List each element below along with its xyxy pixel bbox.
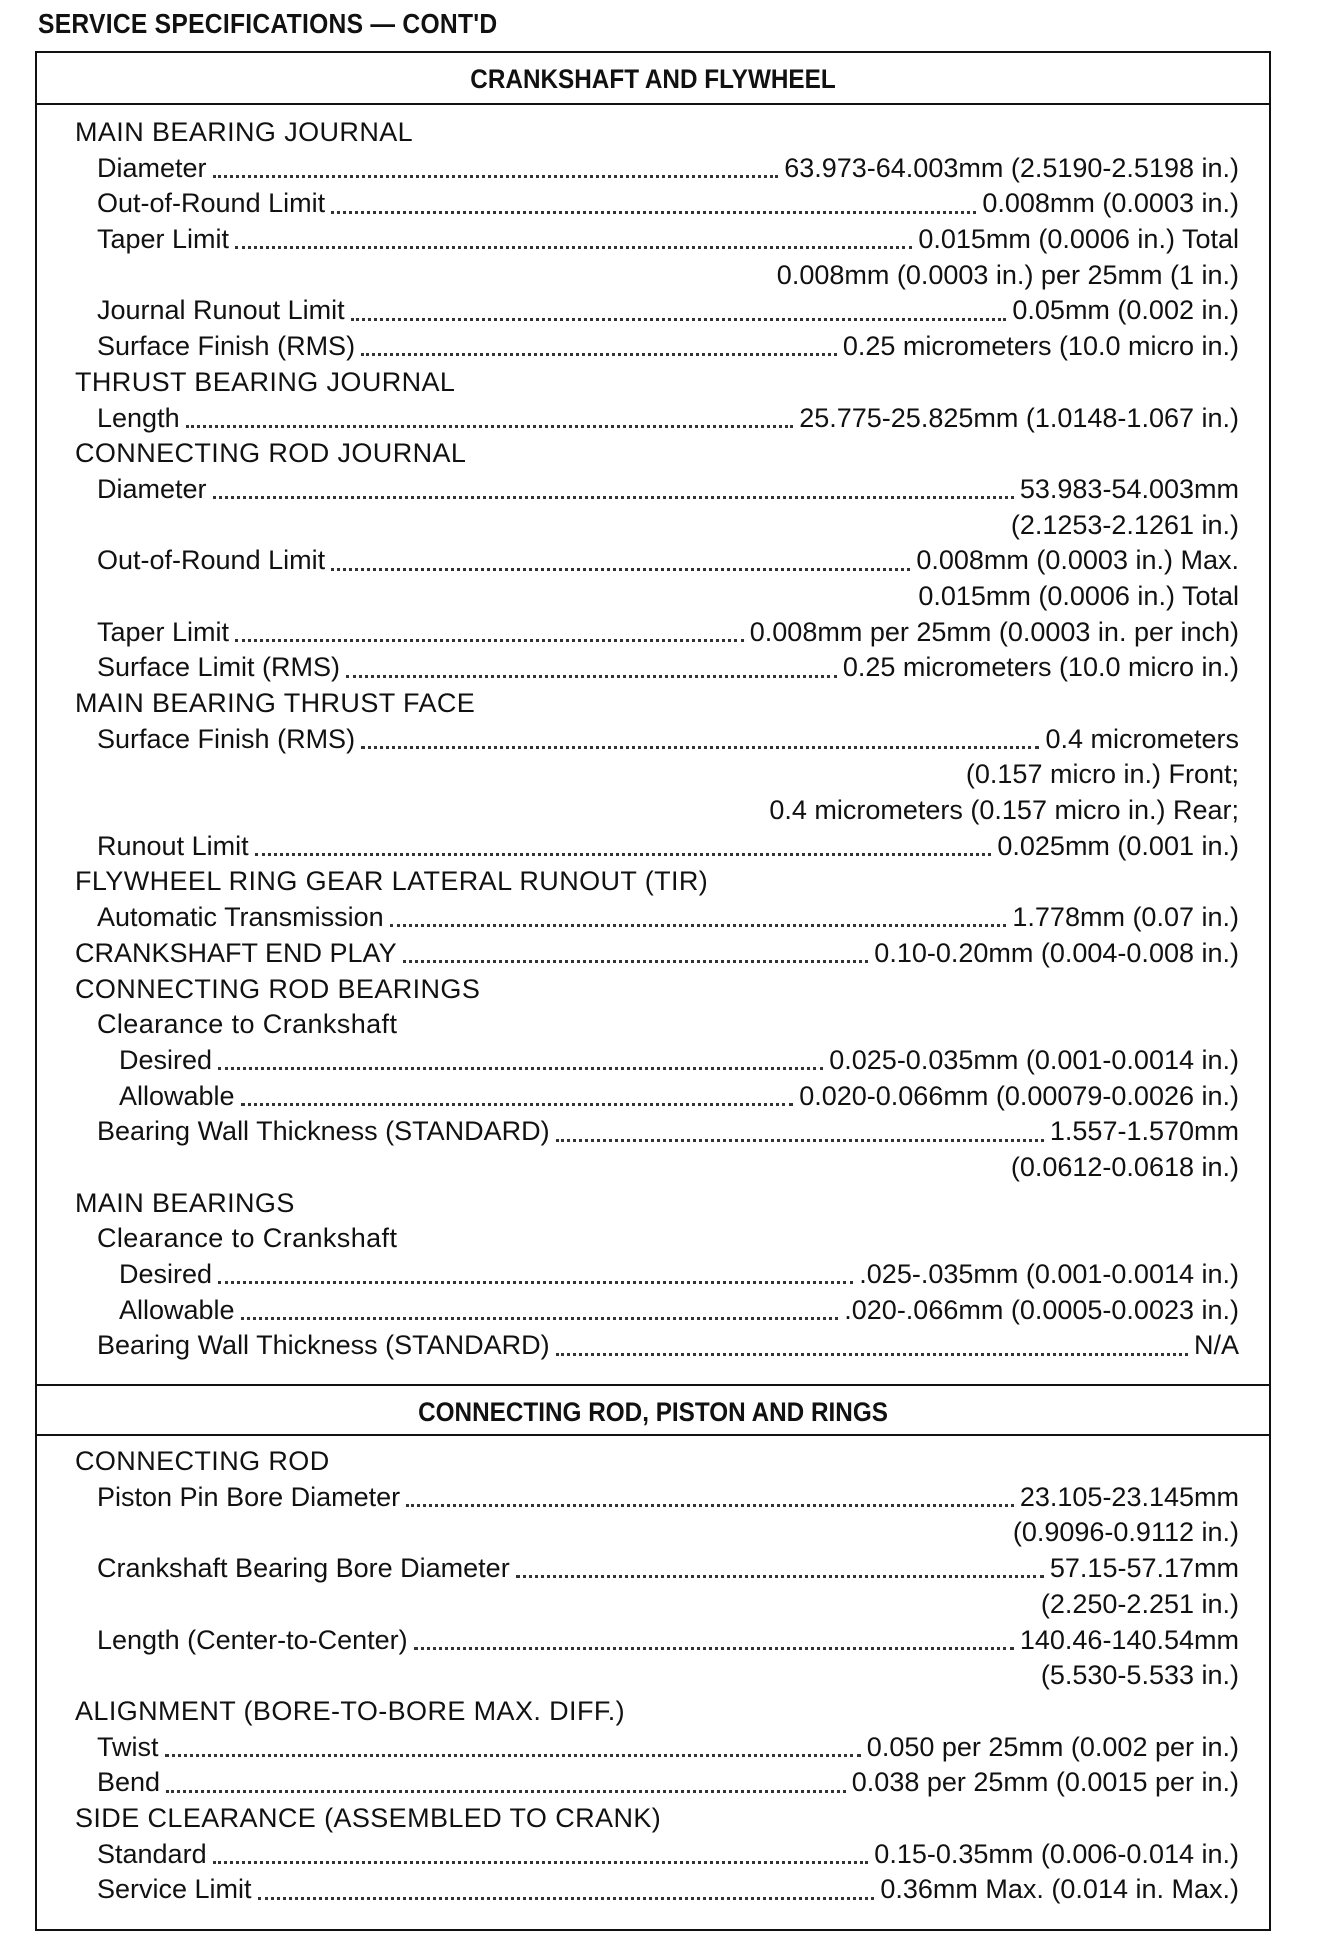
spec-row xyxy=(75,1730,1239,1766)
dot-leader xyxy=(241,1103,794,1106)
section-body-connecting-rod xyxy=(37,1436,1269,1914)
spec-row xyxy=(75,1480,1239,1516)
dot-leader xyxy=(235,246,912,249)
dot-leader xyxy=(516,1575,1044,1578)
spec-label: Bearing Wall Thickness (STANDARD) xyxy=(97,1116,550,1147)
spec-label: Out-of-Round Limit xyxy=(97,188,326,219)
spec-row xyxy=(75,401,1239,437)
spec-value: 0.25 micrometers (10.0 micro in.) xyxy=(842,331,1239,362)
dot-leader xyxy=(331,211,976,214)
dot-leader xyxy=(258,1897,875,1900)
dot-leader xyxy=(351,318,1007,321)
spec-label: CRANKSHAFT END PLAY xyxy=(75,937,397,968)
dot-leader xyxy=(213,1861,869,1864)
spec-label: Surface Finish (RMS) xyxy=(97,723,356,754)
dot-leader xyxy=(346,675,837,678)
spec-label: Journal Runout Limit xyxy=(97,295,345,326)
spec-label: Surface Limit (RMS) xyxy=(97,652,341,683)
spec-label: Standard xyxy=(97,1838,207,1869)
spec-value: 140.46-140.54mm xyxy=(1019,1624,1239,1655)
spec-row xyxy=(75,829,1239,865)
spec-label: Length (Center-to-Center) xyxy=(97,1624,408,1655)
spec-label: Diameter xyxy=(97,473,207,504)
spec-row xyxy=(75,472,1239,508)
spec-label: Automatic Transmission xyxy=(97,902,384,933)
spec-group-heading: ALIGNMENT (BORE-TO-BORE MAX. DIFF.) xyxy=(75,1695,626,1726)
spec-value: 0.15-0.35mm (0.006-0.014 in.) xyxy=(874,1838,1239,1869)
spec-group-heading: CONNECTING ROD JOURNAL xyxy=(75,438,467,469)
spec-value: 1.778mm (0.07 in.) xyxy=(1012,902,1239,933)
spec-row xyxy=(75,1872,1239,1908)
spec-label: Allowable xyxy=(119,1080,235,1111)
spec-label: Twist xyxy=(97,1731,159,1762)
spec-value: N/A xyxy=(1193,1330,1239,1361)
dot-leader xyxy=(361,746,1039,749)
section-title: CRANKSHAFT AND FLYWHEEL xyxy=(470,64,836,94)
spec-row xyxy=(75,650,1239,686)
spec-label: Crankshaft Bearing Bore Diameter xyxy=(97,1553,510,1584)
spec-label: Allowable xyxy=(119,1294,235,1325)
dot-leader xyxy=(414,1647,1014,1650)
spec-value: 0.020-0.066mm (0.00079-0.0026 in.) xyxy=(799,1080,1239,1111)
spec-row xyxy=(75,1837,1239,1873)
spec-row xyxy=(75,1551,1239,1587)
spec-value: 63.973-64.003mm (2.5190-2.5198 in.) xyxy=(784,152,1239,183)
spec-value-continuation: (2.250-2.251 in.) xyxy=(1040,1588,1239,1619)
section-title: CONNECTING ROD, PISTON AND RINGS xyxy=(418,1397,888,1428)
spec-group-heading: CONNECTING ROD BEARINGS xyxy=(75,973,481,1004)
spec-group-heading: MAIN BEARINGS xyxy=(75,1187,295,1218)
spec-value: 0.050 per 25mm (0.002 per in.) xyxy=(866,1731,1239,1762)
spec-value-continuation: (0.9096-0.9112 in.) xyxy=(1012,1517,1239,1548)
spec-label: Bearing Wall Thickness (STANDARD) xyxy=(97,1330,550,1361)
page-title: SERVICE SPECIFICATIONS — CONT'D xyxy=(38,8,498,39)
spec-row xyxy=(75,1257,1239,1293)
spec-value-continuation: 0.008mm (0.0003 in.) per 25mm (1 in.) xyxy=(776,259,1239,290)
spec-row xyxy=(75,543,1239,579)
spec-row xyxy=(75,293,1239,329)
spec-value: 0.36mm Max. (0.014 in. Max.) xyxy=(880,1874,1239,1905)
dot-leader xyxy=(165,1754,861,1757)
spec-row xyxy=(75,722,1239,758)
spec-label: Desired xyxy=(119,1259,213,1289)
spec-group-heading: MAIN BEARING JOURNAL xyxy=(75,117,414,147)
spec-value-continuation: (5.530-5.533 in.) xyxy=(1040,1660,1239,1691)
spec-group-heading: Clearance to Crankshaft xyxy=(97,1009,398,1040)
spec-label: Desired xyxy=(119,1044,213,1075)
spec-row xyxy=(75,186,1239,222)
spec-group-heading: THRUST BEARING JOURNAL xyxy=(75,366,456,397)
spec-row xyxy=(75,1114,1239,1150)
spec-row xyxy=(75,1079,1239,1115)
spec-row xyxy=(75,1623,1239,1659)
spec-value: .025-.035mm (0.001-0.0014 in.) xyxy=(859,1259,1239,1289)
spec-group-heading: MAIN BEARING THRUST FACE xyxy=(75,688,476,718)
spec-value: 0.10-0.20mm (0.004-0.008 in.) xyxy=(874,937,1239,968)
spec-group-heading: CONNECTING ROD xyxy=(75,1446,330,1477)
dot-leader xyxy=(556,1139,1044,1142)
dot-leader xyxy=(213,175,779,178)
spec-value-continuation: (2.1253-2.1261 in.) xyxy=(1010,509,1239,540)
spec-row xyxy=(75,1328,1239,1364)
spec-label: Taper Limit xyxy=(97,224,230,255)
spec-value: .020-.066mm (0.0005-0.0023 in.) xyxy=(844,1294,1239,1325)
dot-leader xyxy=(361,353,837,356)
spec-value-continuation: 0.4 micrometers (0.157 micro in.) Rear; xyxy=(769,795,1239,826)
spec-value-continuation: (0.157 micro in.) Front; xyxy=(965,759,1239,790)
spec-row xyxy=(75,615,1239,651)
spec-value: 0.038 per 25mm (0.0015 per in.) xyxy=(851,1767,1239,1798)
spec-value: 0.05mm (0.002 in.) xyxy=(1012,295,1239,326)
dot-leader xyxy=(556,1353,1188,1356)
spec-label: Piston Pin Bore Diameter xyxy=(97,1481,401,1512)
spec-row xyxy=(75,151,1239,187)
spec-row xyxy=(75,936,1239,972)
spec-value: 1.557-1.570mm xyxy=(1049,1116,1239,1147)
section-header-connecting-rod xyxy=(37,1384,1269,1436)
dot-leader xyxy=(213,496,1014,499)
spec-label: Surface Finish (RMS) xyxy=(97,331,356,362)
section-header-crankshaft xyxy=(37,53,1269,105)
spec-row xyxy=(75,900,1239,936)
spec-label: Out-of-Round Limit xyxy=(97,545,326,576)
spec-value: 53.983-54.003mm xyxy=(1019,473,1239,504)
spec-value: 0.015mm (0.0006 in.) Total xyxy=(918,224,1239,255)
spec-label: Diameter xyxy=(97,152,207,183)
spec-label: Bend xyxy=(97,1767,161,1798)
dot-leader xyxy=(403,960,869,963)
spec-row xyxy=(75,1293,1239,1329)
spec-row xyxy=(75,329,1239,365)
spec-value: 0.008mm (0.0003 in.) Max. xyxy=(916,545,1239,576)
spec-group-heading: Clearance to Crankshaft xyxy=(97,1223,398,1254)
spec-value: 0.025-0.035mm (0.001-0.0014 in.) xyxy=(829,1044,1239,1075)
spec-label: Service Limit xyxy=(97,1874,252,1905)
spec-value: 25.775-25.825mm (1.0148-1.067 in.) xyxy=(799,402,1239,433)
dot-leader xyxy=(186,425,794,428)
spec-label: Taper Limit xyxy=(97,616,230,647)
spec-row xyxy=(75,222,1239,258)
dot-leader xyxy=(255,853,992,856)
spec-value-continuation: 0.015mm (0.0006 in.) Total xyxy=(918,580,1239,611)
spec-value: 0.25 micrometers (10.0 micro in.) xyxy=(842,652,1239,683)
spec-value-continuation: (0.0612-0.0618 in.) xyxy=(1010,1151,1239,1182)
dot-leader xyxy=(218,1281,853,1284)
spec-value: 57.15-57.17mm xyxy=(1049,1553,1239,1584)
dot-leader xyxy=(241,1317,839,1320)
spec-value: 0.008mm per 25mm (0.0003 in. per inch) xyxy=(749,616,1239,647)
section-body-crankshaft xyxy=(37,105,1269,1370)
dot-leader xyxy=(218,1067,823,1070)
spec-value: 0.008mm (0.0003 in.) xyxy=(982,188,1239,219)
dot-leader xyxy=(235,639,744,642)
spec-value: 23.105-23.145mm xyxy=(1019,1481,1239,1512)
spec-group-heading: FLYWHEEL RING GEAR LATERAL RUNOUT (TIR) xyxy=(75,866,709,897)
spec-row xyxy=(75,1043,1239,1079)
spec-label: Runout Limit xyxy=(97,830,249,861)
dot-leader xyxy=(390,924,1007,927)
spec-group-heading: SIDE CLEARANCE (ASSEMBLED TO CRANK) xyxy=(75,1802,662,1833)
dot-leader xyxy=(331,568,910,571)
spec-value: 0.025mm (0.001 in.) xyxy=(997,830,1239,861)
dot-leader xyxy=(166,1790,846,1793)
spec-row xyxy=(75,1765,1239,1801)
spec-value: 0.4 micrometers xyxy=(1045,723,1239,754)
dot-leader xyxy=(406,1504,1014,1507)
spec-label: Length xyxy=(97,402,180,433)
spec-sheet xyxy=(35,51,1271,1931)
